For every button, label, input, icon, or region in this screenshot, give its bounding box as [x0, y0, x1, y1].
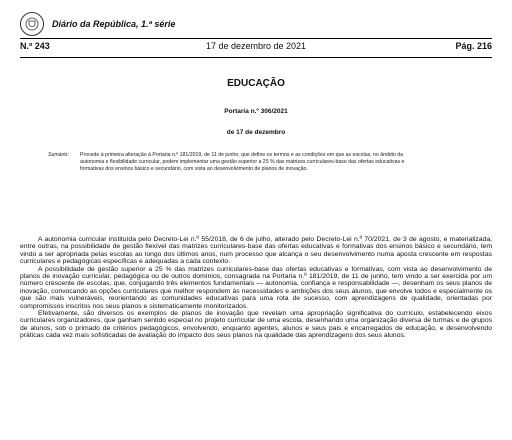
summary-label: Sumário: [48, 152, 69, 158]
body-paragraph: A autonomia curricular instituída pelo Decreto-Lei n.º 55/2018, de 6 de julho, alterado pelo Decreto-Lei n.º 70/2021, de 3 de agosto, e materializada, entre outras, na possibilidade de gestão flexível das matrizes curriculares-base das ofertas educativas e formativas dos ensinos básico e secundário, tem vindo a ser apropriada pelas escolas ao longo dos últimos anos, num processo que alcança o seu desenvolvimento numa aposta crescente em respostas curriculares e pedagógicas específicas e adequadas a cada contexto. [20, 236, 492, 266]
page-header [20, 12, 175, 36]
summary-text: Procede à primeira alteração à Portaria n.º 181/2019, de 11 de junho, que define os termos e as condições em que as escolas, no âmbito da autonomia e flexibilidade curricular, podem implementar uma gestão superior a 25 % das matrizes curriculares-base das ofertas educativas e formativas dos ensinos básico e secundário, com vista ao desenvolvimento de planos de inovação. [80, 152, 405, 173]
portaria-number: Portaria n.º 306/2021 [224, 108, 288, 115]
page-number: Pág. 216 [455, 41, 492, 51]
publication-title: Diário da República, 1.ª série [52, 19, 176, 29]
issue-date: 17 de dezembro de 2021 [205, 41, 307, 51]
portaria-date: de 17 de dezembro [226, 129, 286, 136]
meta-rule [20, 57, 492, 58]
issue-meta [20, 41, 492, 55]
summary-block [48, 152, 412, 174]
body-paragraph: Efetivamente, são diversos os exemplos de planos de inovação que revelam uma apropriação significativa do currículo, estabelecendo eixos curriculares organizadores, que ganham sentido especial no projeto curricular de uma escola, desenhando uma organização diversa de turmas e de grupos de alunos, sob o primado de critérios pedagógicos, envolvendo, enquanto agentes, alunos e seus pais e encarregados de educação, e desenvolvendo práticas cada vez mais sofisticadas de avaliação do impacto dos seus planos na qualidade das aprendizagens dos seus alunos. [20, 310, 492, 340]
issue-number: N.º 243 [20, 41, 50, 51]
header-rule [20, 38, 492, 39]
coat-of-arms-icon [20, 12, 44, 36]
body-paragraph: A possibilidade de gestão superior a 25 % das matrizes curriculares-base das ofertas educativas e formativas, com vista ao desenvolvimento de planos de inovação curricular, pedagógica ou de outros domínios, consagrada na Portaria n.º 181/2019, de 11 de junho, tem vindo a ser exercida por um número crescente de escolas, que, conjugando três elementos fundamentais — autonomia, confiança e responsabilidade —, desenham os seus planos de inovação, convocando as opções curriculares que melhor respondem às necessidades e ambições dos seus alunos, que envolve todos e especialmente os que são mais vulneráveis, reorientando as comunidades educativas para uma rota de sucesso, com aprendizagens de qualidade, orientadas por compromissos inscritos nos seus planos e sistematicamente monitorizados. [20, 265, 492, 310]
body-text [20, 236, 492, 340]
section-title: EDUCAÇÃO [227, 78, 285, 89]
